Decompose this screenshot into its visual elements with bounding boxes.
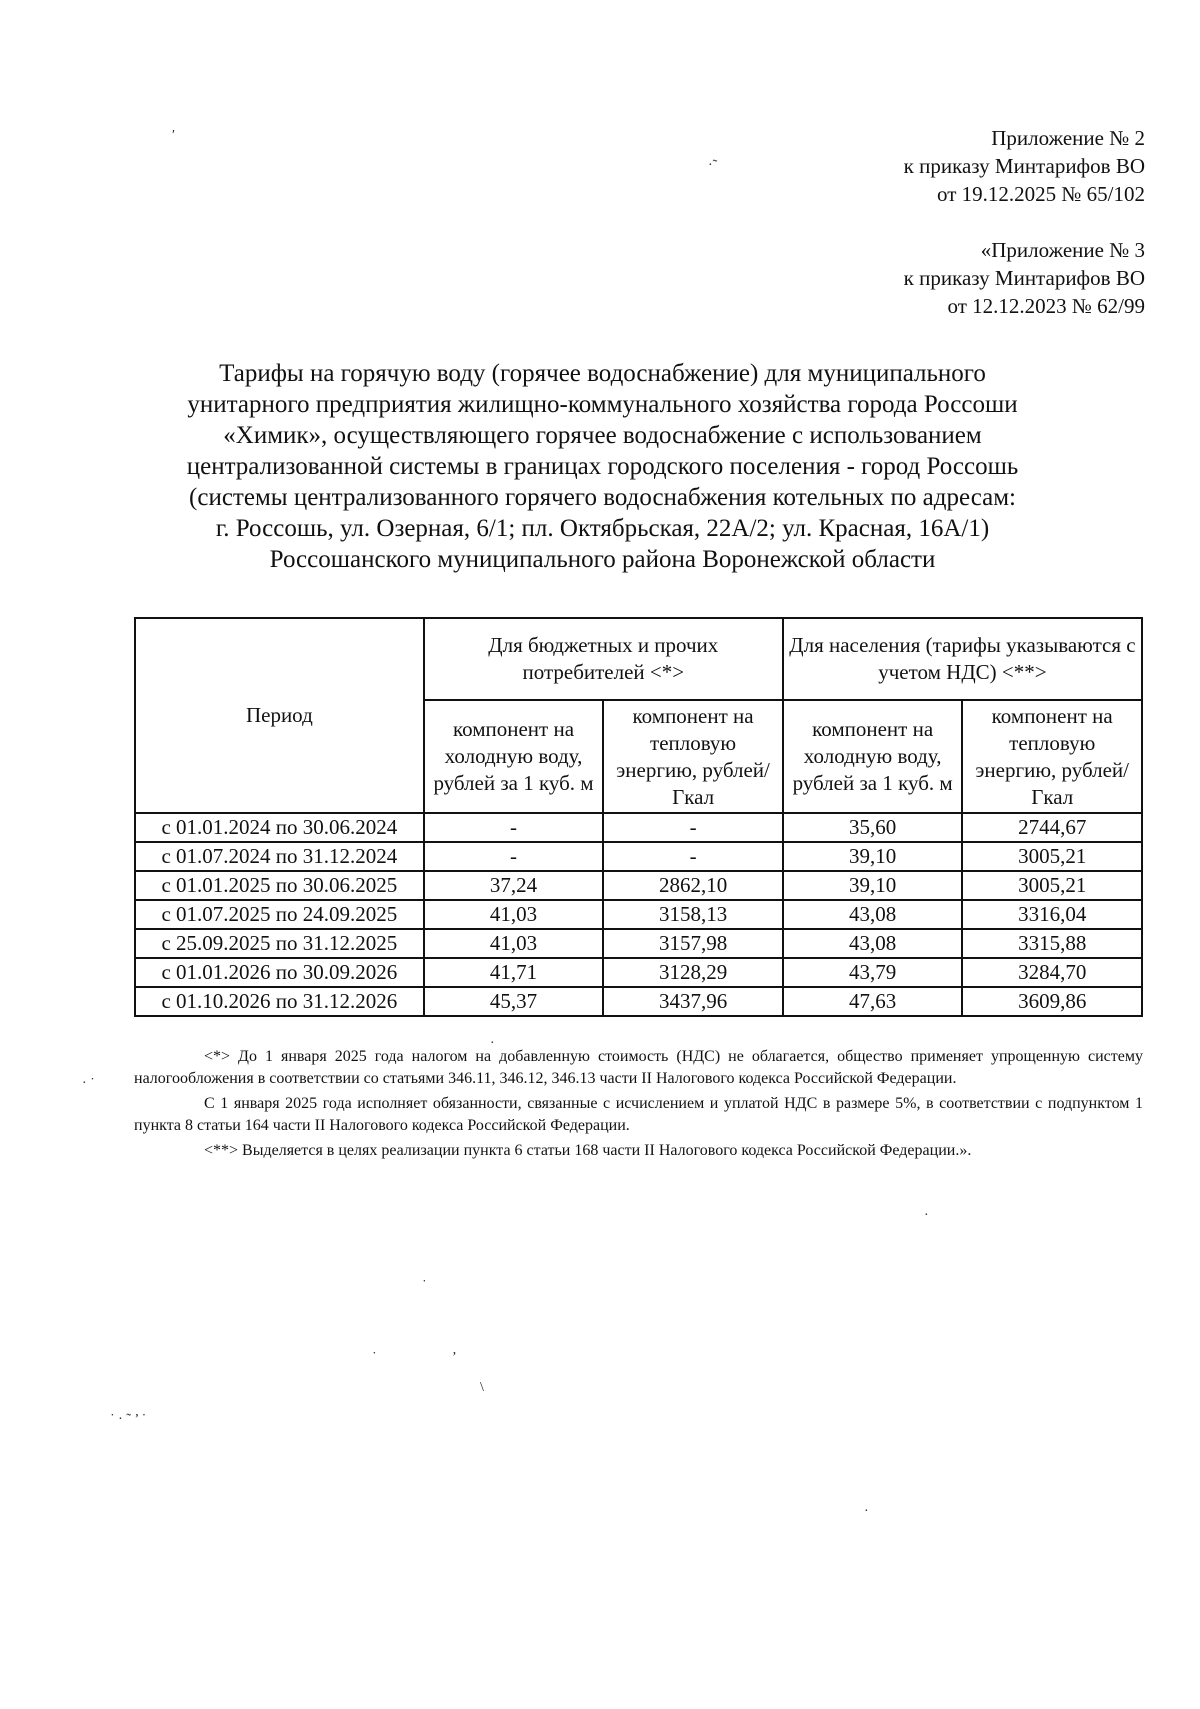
- cell-population-heat: 3316,04: [962, 900, 1142, 929]
- scan-speck: ˙: [372, 1350, 377, 1365]
- title-line: Тарифы на горячую воду (горячее водоснабжение) для муниципального: [219, 360, 986, 387]
- table-row: [135, 900, 1142, 929]
- table-row: [135, 813, 1142, 842]
- approval-line: от 12.12.2023 № 62/99: [947, 294, 1145, 318]
- cell-population-cold: 43,08: [783, 900, 963, 929]
- subheader-population-cold-water: компонент на холодную воду, рублей за 1 куб. м: [783, 700, 963, 813]
- table-row: [135, 987, 1142, 1016]
- title-line: Россошанского муниципального района Воронежской области: [269, 546, 936, 573]
- header-population: Для населения (тарифы указываются с учетом НДС) <**>: [783, 618, 1142, 700]
- cell-budget-heat: 2862,10: [603, 871, 783, 900]
- approval-line: к приказу Минтарифов ВО: [903, 154, 1145, 178]
- footnote-vat-allocation: <**> Выделяется в целях реализации пункта 6 статьи 168 части II Налогового кодекса Российской Федерации.».: [204, 1142, 972, 1159]
- scan-speck: ′: [172, 128, 176, 143]
- title-line: унитарного предприятия жилищно-коммунального хозяйства города Россоши: [187, 391, 1018, 418]
- cell-population-heat: 3284,70: [962, 958, 1142, 987]
- footnotes: [134, 1046, 1143, 1165]
- cell-population-cold: 47,63: [783, 987, 963, 1016]
- cell-period: с 01.01.2024 по 30.06.2024: [135, 813, 424, 842]
- cell-period: с 01.01.2025 по 30.06.2025: [135, 871, 424, 900]
- cell-budget-cold: 41,71: [424, 958, 604, 987]
- cell-budget-cold: 41,03: [424, 900, 604, 929]
- approval-block-current: [904, 124, 1145, 208]
- cell-budget-cold: 41,03: [424, 929, 604, 958]
- approval-line: от 19.12.2025 № 65/102: [936, 182, 1145, 206]
- scan-speck: ’: [452, 1350, 457, 1365]
- cell-budget-heat: 3437,96: [603, 987, 783, 1016]
- table-row: [135, 958, 1142, 987]
- approval-line: к приказу Минтарифов ВО: [903, 266, 1145, 290]
- cell-budget-cold: 45,37: [424, 987, 604, 1016]
- cell-period: с 01.07.2025 по 24.09.2025: [135, 900, 424, 929]
- cell-period: с 01.01.2026 по 30.09.2026: [135, 958, 424, 987]
- scan-speck: ·: [490, 1036, 495, 1051]
- title-line: (системы централизованного горячего водоснабжения котельных по адресам:: [189, 484, 1016, 511]
- cell-period: с 25.09.2025 по 31.12.2025: [135, 929, 424, 958]
- approval-line: «Приложение № 3: [980, 238, 1145, 262]
- scan-speck: ˙: [422, 1278, 427, 1293]
- cell-budget-heat: 3128,29: [603, 958, 783, 987]
- subheader-population-heat-energy: компонент на тепловую энергию, рублей/Гкал: [962, 700, 1142, 813]
- cell-population-heat: 3315,88: [962, 929, 1142, 958]
- cell-population-cold: 39,10: [783, 842, 963, 871]
- subheader-budget-cold-water: компонент на холодную воду, рублей за 1 куб. м: [424, 700, 604, 813]
- cell-period: с 01.07.2024 по 31.12.2024: [135, 842, 424, 871]
- cell-budget-heat: 3157,98: [603, 929, 783, 958]
- title-line: г. Россошь, ул. Озерная, 6/1; пл. Октябрьская, 22А/2; ул. Красная, 16А/1): [215, 515, 990, 542]
- scan-speck: ·: [864, 1504, 869, 1519]
- table-row: [135, 842, 1142, 871]
- scan-speck: \: [480, 1380, 484, 1395]
- approval-line: Приложение № 2: [991, 126, 1145, 150]
- title-line: «Химик», осуществляющего горячее водоснабжение с использованием: [223, 422, 982, 449]
- cell-population-cold: 35,60: [783, 813, 963, 842]
- document-title: [130, 358, 1075, 575]
- cell-budget-cold: 37,24: [424, 871, 604, 900]
- cell-budget-cold: -: [424, 842, 604, 871]
- cell-budget-heat: -: [603, 842, 783, 871]
- cell-population-heat: 3005,21: [962, 842, 1142, 871]
- scan-speck: ·˜: [708, 158, 718, 173]
- subheader-budget-heat-energy: компонент на тепловую энергию, рублей/Гкал: [603, 700, 783, 813]
- table-row: [135, 929, 1142, 958]
- header-period: Период: [135, 618, 424, 813]
- cell-population-cold: 43,79: [783, 958, 963, 987]
- approval-block-previous: [904, 236, 1145, 320]
- scan-speck: ˙ · ˜ ’ ˙: [110, 1412, 147, 1427]
- table-row: [135, 871, 1142, 900]
- cell-population-heat: 2744,67: [962, 813, 1142, 842]
- header-budget-consumers: Для бюджетных и прочих потребителей <*>: [424, 618, 783, 700]
- cell-period: с 01.10.2026 по 31.12.2026: [135, 987, 424, 1016]
- scan-speck: ·: [924, 1208, 929, 1223]
- cell-budget-heat: -: [603, 813, 783, 842]
- title-line: централизованной системы в границах городского поселения - город Россошь: [186, 453, 1019, 480]
- scan-speck: · ˙: [82, 1076, 95, 1091]
- tariffs-table: [134, 617, 1143, 1017]
- cell-budget-heat: 3158,13: [603, 900, 783, 929]
- cell-population-heat: 3609,86: [962, 987, 1142, 1016]
- cell-population-cold: 39,10: [783, 871, 963, 900]
- cell-population-heat: 3005,21: [962, 871, 1142, 900]
- footnote-vat-exemption: <*> До 1 января 2025 года налогом на добавленную стоимость (НДС) не облагается, общество применяет упрощенную систему налогообложения в соответствии со статьями 346.11, 346.12, 346.13 части II Налогового кодекса Российской Федерации.: [134, 1048, 1143, 1087]
- footnote-vat-obligation: С 1 января 2025 года исполняет обязанности, связанные с исчислением и уплатой НДС в размере 5%, в соответствии с подпунктом 1 пункта 8 статьи 164 части II Налогового кодекса Российской Федерации.: [134, 1095, 1143, 1134]
- cell-population-cold: 43,08: [783, 929, 963, 958]
- cell-budget-cold: -: [424, 813, 604, 842]
